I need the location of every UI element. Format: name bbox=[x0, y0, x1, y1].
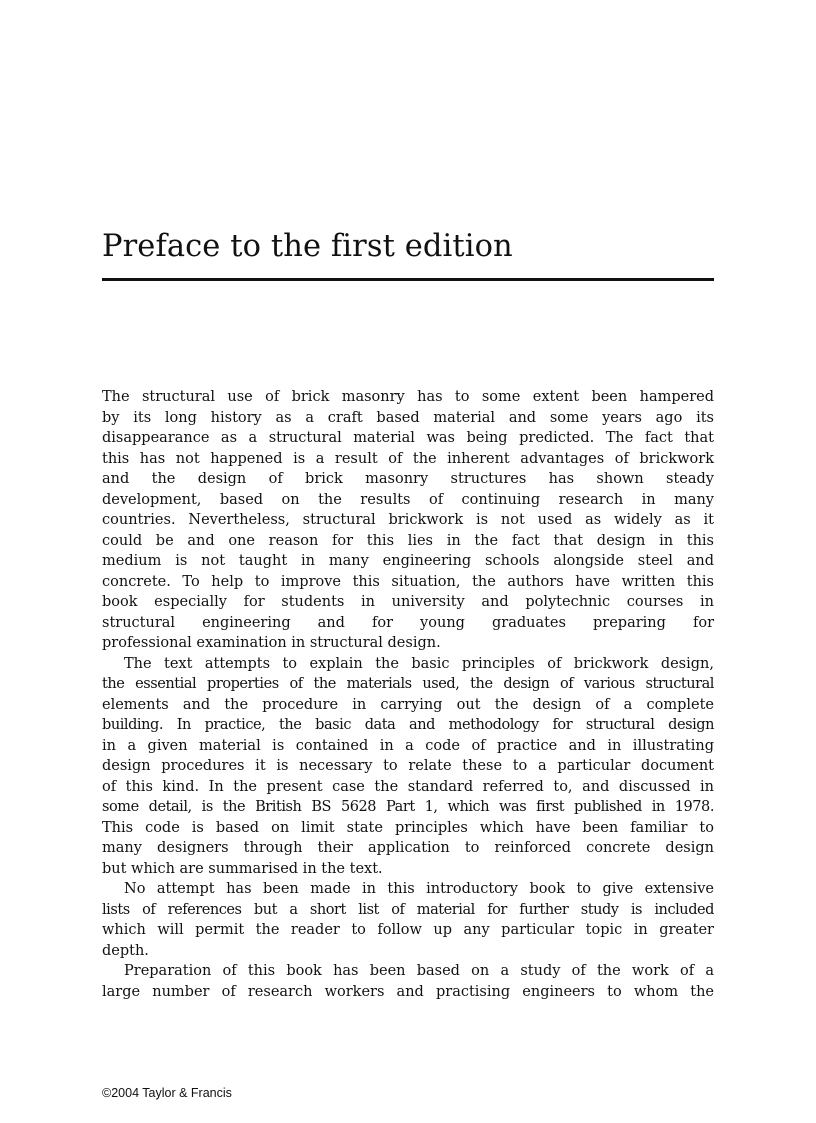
text-line: elements and the procedure in carrying out the design of a complete bbox=[102, 696, 714, 713]
page-title: Preface to the first edition bbox=[102, 229, 513, 264]
text-line: structural engineering and for young graduates preparing for bbox=[102, 614, 714, 631]
text-line: many designers through their application to reinforced concrete design bbox=[102, 840, 714, 856]
text-line: by its long history as a craft based material and some years ago its bbox=[102, 409, 714, 426]
text-line: development, based on the results of continuing research in many bbox=[102, 491, 714, 508]
text-line: Preparation of this book has been based on a study of the work of a bbox=[124, 963, 714, 979]
text-line: disappearance as a structural material was being predicted. The fact that bbox=[102, 430, 714, 446]
text-line: book especially for students in university and polytechnic courses in bbox=[102, 594, 714, 610]
text-line: some detail, is the British BS 5628 Part 1, which was first published in 1978. bbox=[102, 799, 714, 815]
text-line: the essential properties of the materials used, the design of various structural bbox=[102, 676, 714, 692]
body-text bbox=[102, 387, 714, 1002]
paragraph-2 bbox=[102, 654, 714, 880]
text-line: professional examination in structural design. bbox=[102, 635, 441, 651]
text-line: The text attempts to explain the basic principles of brickwork design, bbox=[124, 655, 714, 672]
text-line: large number of research workers and practising engineers to whom the bbox=[102, 983, 714, 1000]
text-line: and the design of brick masonry structures has shown steady bbox=[102, 471, 714, 487]
text-line: building. In practice, the basic data and methodology for structural design bbox=[102, 717, 714, 733]
paragraph-3 bbox=[102, 879, 714, 961]
text-line: The structural use of brick masonry has to some extent been hampered bbox=[102, 389, 714, 405]
text-line: lists of references but a short list of material for further study is included bbox=[102, 901, 714, 918]
text-line: depth. bbox=[102, 942, 149, 959]
paragraph-4 bbox=[102, 961, 714, 1002]
text-line: of this kind. In the present case the standard referred to, and discussed in bbox=[102, 778, 714, 795]
text-line: design procedures it is necessary to relate these to a particular document bbox=[102, 758, 714, 774]
text-line: medium is not taught in many engineering schools alongside steel and bbox=[102, 553, 714, 569]
text-line: could be and one reason for this lies in the fact that design in this bbox=[102, 532, 714, 549]
title-rule bbox=[102, 278, 714, 281]
text-line: in a given material is contained in a code of practice and in illustrating bbox=[102, 737, 714, 754]
copyright-notice: ©2004 Taylor & Francis bbox=[102, 1086, 232, 1100]
paragraph-1 bbox=[102, 387, 714, 654]
text-line: this has not happened is a result of the inherent advantages of brickwork bbox=[102, 450, 714, 467]
text-line: No attempt has been made in this introductory book to give extensive bbox=[124, 881, 714, 897]
text-line: concrete. To help to improve this situation, the authors have written this bbox=[102, 573, 714, 590]
text-line: which will permit the reader to follow up any particular topic in greater bbox=[102, 922, 714, 938]
text-line: countries. Nevertheless, structural brickwork is not used as widely as it bbox=[102, 512, 714, 528]
text-line: This code is based on limit state principles which have been familiar to bbox=[102, 819, 714, 836]
text-line: but which are summarised in the text. bbox=[102, 860, 383, 877]
